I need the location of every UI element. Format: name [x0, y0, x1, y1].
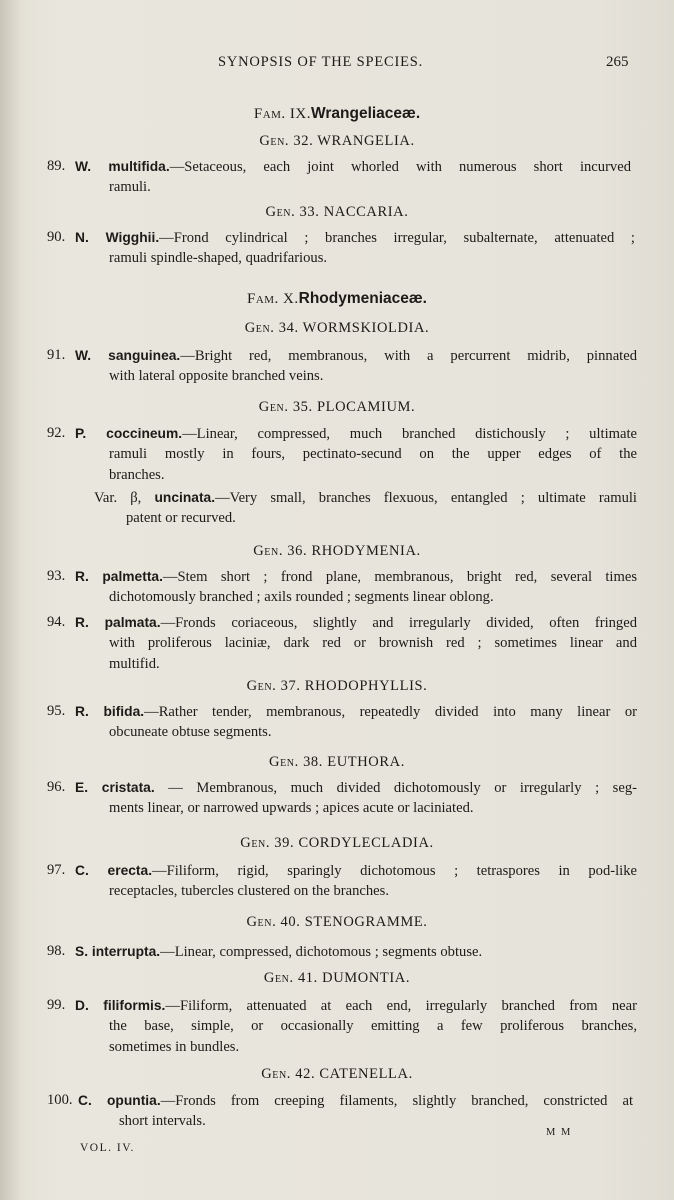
- species-name: S. interrupta.: [75, 944, 161, 959]
- entry-number: 92.: [47, 425, 66, 441]
- variety-name: uncinata.: [154, 490, 216, 505]
- species-name: R. bifida.: [75, 704, 145, 719]
- genus-name: STENOGRAMME.: [304, 914, 428, 930]
- species-name: C. opuntia.: [78, 1093, 161, 1108]
- species-name: W. sanguinea.: [75, 348, 181, 363]
- entry-text: ramuli mostly in fours, pectinato-secund on the upper edges of the: [109, 446, 637, 462]
- entry-text: dichotomously branched ; axils rounded ; segments linear oblong.: [109, 589, 494, 605]
- entry-number: 93.: [47, 568, 66, 584]
- family-label: Fam. IX.: [253, 106, 312, 122]
- entry-text: with lateral opposite branched veins.: [109, 368, 324, 384]
- genus-heading: [0, 914, 674, 931]
- genus-name: CATENELLA.: [319, 1066, 413, 1082]
- entry-number: 91.: [47, 347, 66, 363]
- entry-number: 96.: [47, 779, 66, 795]
- entry-text: obcuneate obtuse segments.: [109, 724, 272, 740]
- genus-heading: [0, 835, 674, 852]
- species-name: R. palmata.: [75, 615, 161, 630]
- entry-text: branches.: [109, 467, 165, 483]
- genus-heading: [0, 970, 674, 987]
- genus-heading: [0, 133, 674, 150]
- entry-text: ramuli spindle-shaped, quadrifarious.: [109, 250, 328, 266]
- genus-heading: [0, 320, 674, 337]
- genus-heading: [0, 754, 674, 771]
- family-heading: [0, 290, 674, 308]
- genus-label: Gen. 40.: [246, 914, 301, 930]
- genus-heading: [0, 1066, 674, 1083]
- genus-heading: [0, 543, 674, 560]
- family-name: Wrangeliaceæ.: [311, 105, 421, 122]
- family-label: Fam. X.: [246, 291, 299, 307]
- entry-text: —Filiform, rigid, sparingly dichotomous ; tetraspores in pod-like: [152, 863, 637, 879]
- entry-text: —Very small, branches flexuous, entangled ; ultimate ramuli: [215, 490, 637, 506]
- entry-number: 94.: [47, 614, 66, 630]
- entry-text: —Rather tender, membranous, repeatedly divided into many linear or: [144, 704, 637, 720]
- entry-number: 98.: [47, 943, 66, 959]
- genus-label: Gen. 42.: [261, 1066, 316, 1082]
- species-name: P. coccineum.: [75, 426, 183, 441]
- genus-label: Gen. 34.: [244, 320, 299, 336]
- genus-name: WRANGELIA.: [317, 133, 415, 149]
- signature-mark: M M: [546, 1127, 572, 1138]
- entry-text: —Setaceous, each joint whorled with numerous short incurved: [169, 159, 631, 175]
- family-heading: [0, 105, 674, 123]
- entry-number: 97.: [47, 862, 66, 878]
- species-name: C. erecta.: [75, 863, 153, 878]
- genus-name: WORMSKIOLDIA.: [302, 320, 430, 336]
- entry-text: patent or recurved.: [126, 510, 236, 526]
- entry-text: —Fronds from creeping filaments, slightly branched, constricted at: [160, 1093, 633, 1109]
- genus-heading: [0, 678, 674, 695]
- entry-text: —Linear, compressed, much branched distichously ; ultimate: [182, 426, 637, 442]
- entry-number: 95.: [47, 703, 66, 719]
- running-head: [0, 54, 674, 76]
- entry-text: multifid.: [109, 656, 160, 672]
- entry-text: —Linear, compressed, dichotomous ; segments obtuse.: [160, 944, 483, 960]
- genus-heading: [0, 399, 674, 416]
- entry-text: —Bright red, membranous, with a percurrent midrib, pinnated: [180, 348, 637, 364]
- entry-text: with proliferous laciniæ, dark red or brownish red ; sometimes linear and: [109, 635, 637, 651]
- entry-text: —Frond cylindrical ; branches irregular, subalternate, attenuated ;: [159, 230, 635, 246]
- genus-name: DUMONTIA.: [322, 970, 411, 986]
- entry-number: 99.: [47, 997, 66, 1013]
- entry-text: ments linear, or narrowed upwards ; apices acute or laciniated.: [109, 800, 474, 816]
- species-name: N. Wigghii.: [75, 230, 160, 245]
- genus-label: Gen. 41.: [263, 970, 318, 986]
- family-name: Rhodymeniaceæ.: [298, 290, 427, 307]
- genus-name: RHODOPHYLLIS.: [304, 678, 428, 694]
- genus-label: Gen. 32.: [259, 133, 314, 149]
- entry-number: 100.: [47, 1092, 73, 1108]
- entry-text: sometimes in bundles.: [109, 1039, 240, 1055]
- entry-text: ramuli.: [109, 179, 151, 195]
- entry-text: the base, simple, or occasionally emitting a few proliferous branches,: [109, 1018, 637, 1034]
- genus-name: CORDYLECLADIA.: [298, 835, 434, 851]
- genus-name: NACCARIA.: [323, 204, 409, 220]
- volume-label: VOL. IV.: [80, 1142, 135, 1154]
- genus-label: Gen. 37.: [246, 678, 301, 694]
- species-name: E. cristata.: [75, 780, 155, 795]
- entry-text: short intervals.: [119, 1113, 206, 1129]
- species-name: W. multifida.: [75, 159, 170, 174]
- species-name: D. filiformis.: [75, 998, 166, 1013]
- entry-text: —Filiform, attenuated at each end, irregularly branched from near: [165, 998, 637, 1014]
- variety-label: Var. β,: [94, 490, 142, 506]
- species-name: R. palmetta.: [75, 569, 163, 584]
- entry-text: —Stem short ; frond plane, membranous, bright red, several times: [162, 569, 637, 585]
- genus-name: EUTHORA.: [327, 754, 405, 770]
- entry-text: — Membranous, much divided dichotomously or irregularly ; seg-: [154, 780, 637, 796]
- entry-text: —Fronds coriaceous, slightly and irregularly divided, often fringed: [160, 615, 637, 631]
- entry-text: receptacles, tubercles clustered on the branches.: [109, 883, 389, 899]
- genus-label: Gen. 38.: [269, 754, 324, 770]
- genus-name: PLOCAMIUM.: [316, 399, 416, 415]
- genus-label: Gen. 33.: [265, 204, 320, 220]
- entry-number: 89.: [47, 158, 66, 174]
- genus-label: Gen. 39.: [240, 835, 295, 851]
- page-number: 265: [606, 54, 629, 70]
- genus-label: Gen. 36.: [253, 543, 308, 559]
- genus-name: RHODYMENIA.: [311, 543, 421, 559]
- genus-heading: [0, 204, 674, 221]
- running-title: SYNOPSIS OF THE SPECIES.: [218, 54, 424, 70]
- genus-label: Gen. 35.: [258, 399, 313, 415]
- entry-number: 90.: [47, 229, 66, 245]
